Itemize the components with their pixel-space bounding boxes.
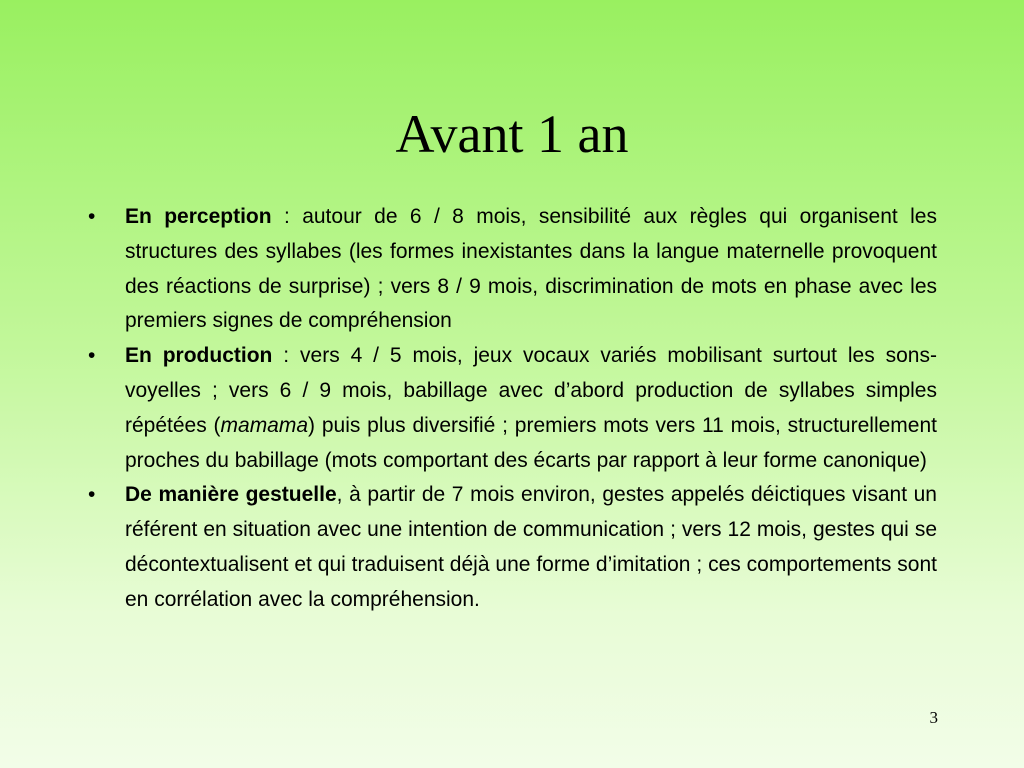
bullet-text: : vers 4 / 5 mois, jeux vocaux variés mobilisant surtout les sons-voyelles ; vers 6 / 9 mois, babillage avec d’abord production de syllabes simples répétées ( bbox=[125, 344, 937, 437]
bullet-marker: • bbox=[88, 205, 96, 228]
bullet-heading: En perception bbox=[125, 205, 272, 228]
bullet-heading: En production bbox=[125, 344, 273, 368]
page-number: 3 bbox=[929, 708, 938, 727]
bullet-marker: • bbox=[88, 344, 96, 368]
bullet-item-perception bbox=[88, 200, 937, 339]
bullet-item-production bbox=[88, 339, 937, 478]
bullet-list bbox=[88, 200, 937, 618]
bullet-item-gestuelle bbox=[88, 478, 937, 617]
bullet-emphasis: mamama bbox=[220, 413, 309, 437]
bullet-marker: • bbox=[88, 483, 96, 507]
bullet-heading: De manière gestuelle bbox=[125, 483, 337, 507]
slide-title: Avant 1 an bbox=[395, 104, 629, 164]
bullet-text: ) puis plus diversifié ; premiers mots vers 11 mois, structurellement proches du babillage (mots comportant des écarts par rapport à leur forme canonique) bbox=[125, 413, 937, 472]
bullet-text: : autour de 6 / 8 mois, sensibilité aux règles qui organisent les structures des syllabes (les formes inexistantes dans la langue maternelle provoquent des réactions de surprise) ; vers 8 / 9 mois, discrimination de mots en phase avec les premiers signes de compréhension bbox=[125, 205, 937, 333]
bullet-text: , à partir de 7 mois environ, gestes appelés déictiques visant un référent en situation avec une intention de communication ; vers 12 mois, gestes qui se décontextualisent et qui traduisent déjà une forme d’imitation ; ces comportements sont en corrélation avec la compréhension. bbox=[125, 483, 937, 611]
